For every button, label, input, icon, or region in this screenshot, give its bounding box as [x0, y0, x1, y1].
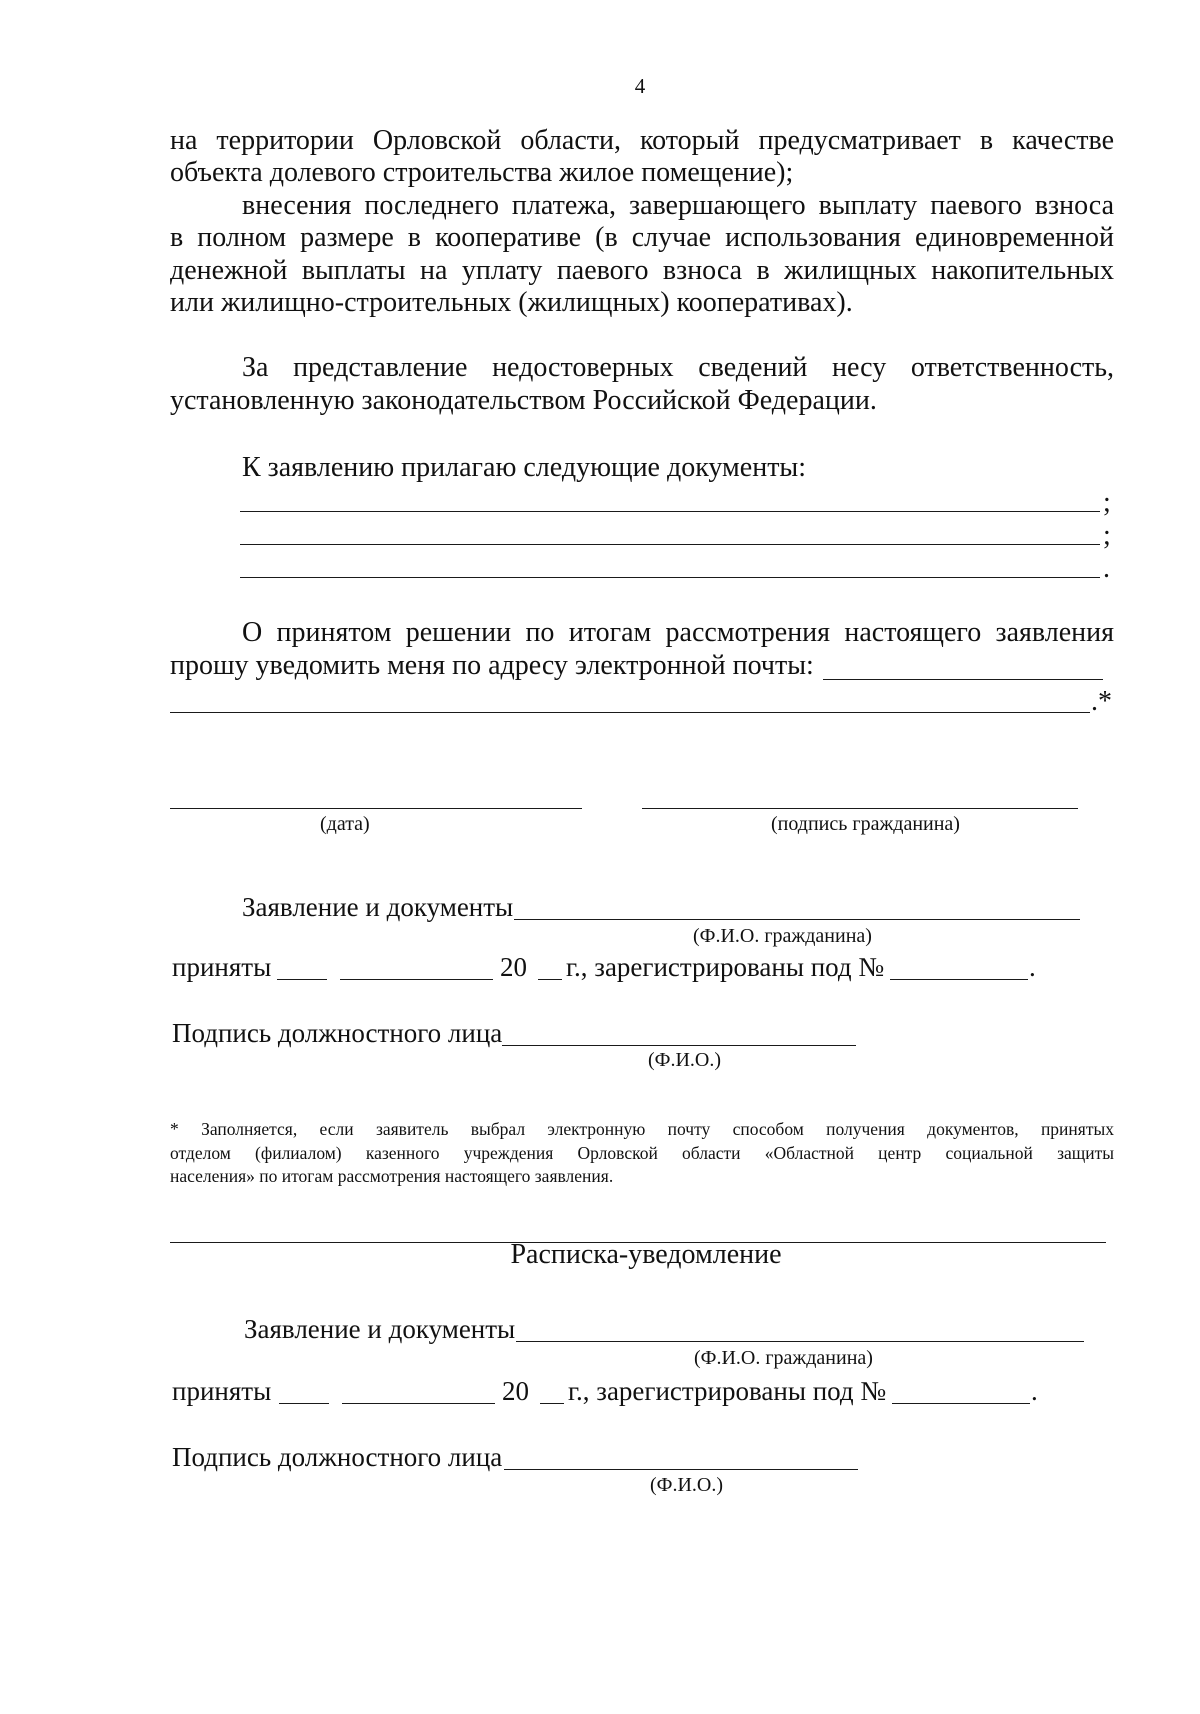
date-line[interactable] — [170, 808, 582, 809]
attachment-end-2: ; — [1103, 520, 1111, 551]
signature-line[interactable] — [642, 808, 1078, 809]
receipt-period: . — [1031, 1376, 1038, 1406]
acceptance-day-line[interactable] — [277, 979, 327, 980]
acceptance-registered-label: г., зарегистрированы под № — [566, 952, 885, 982]
acceptance-year-prefix: 20 — [500, 952, 527, 982]
receipt-registered-label: г., зарегистрированы под № — [568, 1376, 887, 1406]
receipt-fio-citizen-caption: (Ф.И.О. гражданина) — [694, 1347, 873, 1369]
receipt-year-line[interactable] — [540, 1403, 564, 1404]
receipt-day-line[interactable] — [279, 1403, 329, 1404]
acceptance-accepted-label: приняты — [172, 952, 272, 982]
paragraph-territory-line1: на территории Орловской области, который предусматривает в качестве — [170, 125, 1114, 156]
paragraph-payment-line2: в полном размере в кооперативе (в случае использования единовременной — [170, 222, 1114, 253]
email-field-line-1[interactable] — [823, 679, 1103, 680]
receipt-title: Расписка-уведомление — [510, 1239, 782, 1270]
acceptance-citizen-fio-line[interactable] — [514, 919, 1080, 920]
acceptance-reg-number-line[interactable] — [890, 979, 1028, 980]
acceptance-fio-caption: (Ф.И.О.) — [648, 1049, 722, 1071]
attachment-line-3[interactable] — [240, 577, 1100, 578]
email-field-line-2[interactable] — [170, 712, 1090, 713]
acceptance-month-line[interactable] — [340, 979, 493, 980]
attachment-line-1[interactable] — [240, 511, 1100, 512]
receipt-official-signature-label: Подпись должностного лица — [172, 1442, 503, 1472]
paragraph-territory-line2: объекта долевого строительства жилое помещение); — [170, 157, 794, 188]
receipt-official-fio-line[interactable] — [504, 1469, 858, 1470]
paragraph-responsibility-line2: установленную законодательством Российской Федерации. — [170, 385, 877, 416]
receipt-year-prefix: 20 — [502, 1376, 529, 1406]
receipt-docs-label: Заявление и документы — [244, 1314, 516, 1344]
page-number: 4 — [634, 74, 646, 98]
acceptance-year-line[interactable] — [538, 979, 562, 980]
acceptance-official-fio-line[interactable] — [502, 1045, 856, 1046]
attachment-line-2[interactable] — [240, 544, 1100, 545]
signature-caption: (подпись гражданина) — [771, 813, 960, 835]
attachment-end-1: ; — [1103, 487, 1111, 518]
paragraph-payment-line4: или жилищно-строительных (жилищных) кооперативах). — [170, 287, 853, 318]
paragraph-payment-line1: внесения последнего платежа, завершающего выплату паевого взноса — [242, 190, 1114, 221]
footnote-line2: отделом (филиалом) казенного учреждения Орловской области «Областной центр социальной защиты — [170, 1142, 1114, 1163]
acceptance-official-signature-label: Подпись должностного лица — [172, 1018, 503, 1048]
footnote-line1: * Заполняется, если заявитель выбрал электронную почту способом получения документов, принятых — [170, 1119, 1114, 1139]
acceptance-period: . — [1029, 952, 1036, 982]
date-caption: (дата) — [320, 813, 370, 835]
acceptance-docs-label: Заявление и документы — [242, 892, 514, 922]
notify-line2: прошу уведомить меня по адресу электронной почты: — [170, 650, 814, 681]
email-footnote-mark: .* — [1091, 686, 1112, 717]
receipt-reg-number-line[interactable] — [892, 1403, 1030, 1404]
attachments-intro: К заявлению прилагаю следующие документы: — [242, 452, 807, 483]
acceptance-fio-citizen-caption: (Ф.И.О. гражданина) — [693, 925, 872, 947]
notify-line1: О принятом решении по итогам рассмотрения настоящего заявления — [242, 617, 1114, 648]
paragraph-responsibility-line1: За представление недостоверных сведений несу ответственность, — [242, 352, 1114, 383]
footnote-line3: населения» по итогам рассмотрения настоящего заявления. — [170, 1166, 614, 1186]
receipt-citizen-fio-line[interactable] — [516, 1341, 1084, 1342]
attachment-end-3: . — [1103, 553, 1110, 584]
receipt-accepted-label: приняты — [172, 1376, 272, 1406]
receipt-fio-caption: (Ф.И.О.) — [650, 1474, 724, 1496]
paragraph-payment-line3: денежной выплаты на уплату паевого взноса в жилищных накопительных — [170, 255, 1114, 286]
receipt-month-line[interactable] — [342, 1403, 495, 1404]
footnote — [170, 1118, 1114, 1189]
